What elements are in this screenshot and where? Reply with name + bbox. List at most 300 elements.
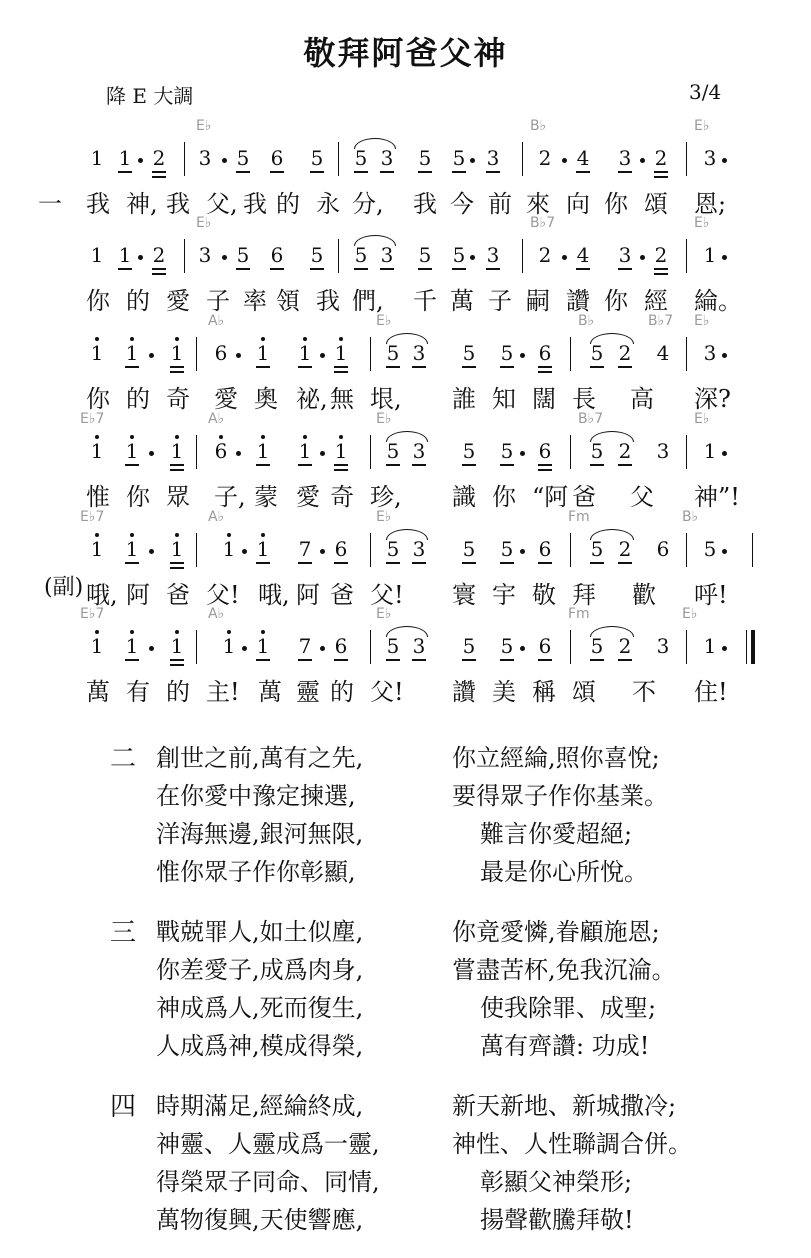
note bbox=[380, 243, 394, 267]
note bbox=[538, 634, 552, 658]
note-digit: 3 bbox=[703, 146, 717, 170]
lyric-syllable: “阿 bbox=[532, 483, 569, 511]
lyric-syllable: 父! bbox=[370, 678, 404, 706]
chord-symbol: E♭ bbox=[694, 215, 710, 231]
lyric-syllable: 高 bbox=[630, 385, 654, 413]
note bbox=[412, 341, 426, 365]
bar-line bbox=[686, 239, 687, 273]
note bbox=[462, 341, 476, 365]
duration-dot bbox=[722, 255, 727, 260]
duration-dot bbox=[242, 646, 247, 651]
duration-dot bbox=[222, 158, 227, 163]
duration-dot bbox=[320, 353, 325, 358]
note-digit: 5 bbox=[500, 439, 514, 463]
lyric-syllable: 你 bbox=[126, 483, 150, 511]
underline bbox=[412, 464, 426, 466]
note bbox=[500, 537, 514, 561]
underline bbox=[538, 464, 552, 466]
underline bbox=[386, 562, 400, 564]
note-digit: 1 bbox=[170, 341, 184, 365]
underline bbox=[170, 469, 184, 471]
duration-dot bbox=[520, 549, 525, 554]
chord-symbol: B♭ bbox=[530, 118, 547, 134]
chord-symbol: B♭ bbox=[578, 313, 595, 329]
octave-dot bbox=[339, 435, 343, 439]
underline bbox=[170, 464, 184, 466]
note bbox=[386, 439, 400, 463]
note bbox=[412, 537, 426, 561]
note bbox=[334, 634, 348, 658]
bar-line bbox=[686, 533, 687, 567]
lyric-syllable: 父, bbox=[206, 190, 238, 218]
note bbox=[618, 146, 632, 170]
note-digit: 3 bbox=[412, 537, 426, 561]
duration-dot bbox=[640, 158, 645, 163]
duration-dot bbox=[138, 255, 143, 260]
lyric-syllable: 子 bbox=[206, 287, 230, 315]
note-digit: 3 bbox=[656, 634, 670, 658]
lyric-syllable: 不 bbox=[632, 678, 656, 706]
note-digit: 3 bbox=[618, 146, 632, 170]
octave-dot bbox=[95, 337, 99, 341]
bar-line bbox=[370, 630, 371, 664]
underline bbox=[256, 366, 270, 368]
note-digit: 5 bbox=[462, 537, 476, 561]
duration-dot bbox=[320, 451, 325, 456]
lyric-syllable: 恩; bbox=[694, 190, 727, 218]
lyric-syllable: 住! bbox=[694, 678, 728, 706]
note-digit: 2 bbox=[618, 537, 632, 561]
octave-dot bbox=[175, 435, 179, 439]
underline bbox=[500, 366, 514, 368]
lyric-syllable: 今 bbox=[450, 190, 474, 218]
bar-line bbox=[686, 142, 687, 176]
lyric-syllable: 惟 bbox=[86, 483, 110, 511]
chord-symbol: E♭ bbox=[196, 215, 212, 231]
octave-dot bbox=[261, 533, 265, 537]
note-digit: 1 bbox=[90, 537, 104, 561]
lyric-syllable: 神, bbox=[126, 190, 158, 218]
note-digit: 3 bbox=[656, 439, 670, 463]
lyric-syllable: 子, bbox=[214, 483, 246, 511]
lyric-syllable: 珍, bbox=[370, 483, 402, 511]
octave-dot bbox=[175, 533, 179, 537]
slur bbox=[386, 529, 428, 540]
underline bbox=[270, 171, 284, 173]
underline bbox=[538, 366, 552, 368]
note-digit: 1 bbox=[703, 243, 717, 267]
chord-symbol: A♭ bbox=[208, 411, 225, 427]
verse-line-left: 得榮眾子同命、同情, bbox=[156, 1168, 380, 1196]
lyric-syllable: 萬 bbox=[258, 678, 282, 706]
hymn-title: 敬拜阿爸父神 bbox=[303, 34, 508, 72]
note-digit: 2 bbox=[538, 146, 552, 170]
note-digit: 5 bbox=[386, 537, 400, 561]
lyric-syllable: 稱 bbox=[532, 678, 556, 706]
duration-dot bbox=[640, 255, 645, 260]
lyric-syllable: 的 bbox=[166, 678, 190, 706]
bar-line bbox=[686, 337, 687, 371]
note-digit: 6 bbox=[270, 146, 284, 170]
duration-dot bbox=[242, 549, 247, 554]
underline bbox=[462, 562, 476, 564]
note-digit: 2 bbox=[152, 243, 166, 267]
lyric-syllable: 率 bbox=[243, 287, 267, 315]
note bbox=[298, 537, 312, 561]
verse-number: 三 bbox=[110, 918, 137, 948]
octave-dot bbox=[303, 435, 307, 439]
lyric-syllable: 永 bbox=[316, 190, 340, 218]
verse-line-right: 嘗盡苦杯,免我沉淪。 bbox=[452, 956, 676, 984]
note bbox=[654, 243, 668, 267]
lyric-syllable: 頌 bbox=[572, 678, 596, 706]
verse-number: 四 bbox=[110, 1092, 137, 1122]
underline bbox=[354, 268, 368, 270]
lyric-syllable: 萬 bbox=[86, 678, 110, 706]
underline bbox=[170, 366, 184, 368]
lyric-syllable: 我 bbox=[86, 190, 110, 218]
duration-dot bbox=[236, 353, 241, 358]
note bbox=[656, 439, 670, 463]
note bbox=[703, 243, 717, 267]
chord-symbol: E♭ bbox=[376, 313, 392, 329]
underline bbox=[125, 464, 139, 466]
underline bbox=[452, 171, 466, 173]
lyric-syllable: 宇 bbox=[492, 581, 516, 609]
note-digit: 6 bbox=[538, 634, 552, 658]
note bbox=[256, 439, 270, 463]
octave-dot bbox=[130, 435, 134, 439]
chord-symbol: B♭7 bbox=[648, 313, 674, 329]
lyric-syllable: 讚 bbox=[566, 287, 590, 315]
note-digit: 1 bbox=[90, 243, 104, 267]
underline bbox=[618, 268, 632, 270]
bar-line bbox=[752, 533, 753, 567]
note bbox=[656, 537, 670, 561]
lyric-syllable: 無 bbox=[330, 385, 354, 413]
underline bbox=[270, 268, 284, 270]
lyric-syllable: 呼! bbox=[694, 581, 728, 609]
note bbox=[170, 634, 184, 658]
note bbox=[590, 537, 604, 561]
underline bbox=[334, 469, 348, 471]
note-digit: 5 bbox=[310, 146, 324, 170]
verse-line-right: 你立經綸,照你喜悅; bbox=[452, 744, 660, 772]
note bbox=[222, 537, 236, 561]
note-digit: 3 bbox=[412, 439, 426, 463]
note-digit: 6 bbox=[538, 341, 552, 365]
underline bbox=[236, 171, 250, 173]
underline bbox=[418, 171, 432, 173]
lyric-syllable: 頌 bbox=[644, 190, 668, 218]
underline bbox=[386, 366, 400, 368]
lyric-syllable: 誰 bbox=[452, 385, 476, 413]
duration-dot bbox=[520, 353, 525, 358]
underline bbox=[618, 171, 632, 173]
underline bbox=[256, 562, 270, 564]
underline bbox=[462, 464, 476, 466]
duration-dot bbox=[520, 646, 525, 651]
bar-line bbox=[196, 533, 197, 567]
duration-dot bbox=[722, 549, 727, 554]
lyric-syllable: 識 bbox=[452, 483, 476, 511]
lyric-syllable: 愛 bbox=[166, 287, 190, 315]
verse-line-left: 神成爲人,死而復生, bbox=[156, 994, 364, 1022]
underline bbox=[618, 366, 632, 368]
slur bbox=[354, 235, 396, 246]
note bbox=[298, 341, 312, 365]
lyric-syllable: 的 bbox=[126, 287, 150, 315]
note bbox=[656, 634, 670, 658]
lyric-syllable: 奧 bbox=[254, 385, 278, 413]
duration-dot bbox=[149, 353, 154, 358]
note-digit: 3 bbox=[412, 634, 426, 658]
final-bar-line bbox=[751, 630, 755, 664]
duration-dot bbox=[722, 646, 727, 651]
slur bbox=[386, 431, 428, 442]
note bbox=[334, 341, 348, 365]
note-digit: 1 bbox=[125, 439, 139, 463]
underline bbox=[412, 366, 426, 368]
verse-line-right: 最是你心所悅。 bbox=[480, 858, 648, 886]
lyric-syllable: 寰 bbox=[452, 581, 476, 609]
lyric-syllable: 爸 bbox=[572, 483, 596, 511]
underline bbox=[386, 464, 400, 466]
note-digit: 1 bbox=[125, 537, 139, 561]
note bbox=[386, 634, 400, 658]
note bbox=[656, 341, 670, 365]
duration-dot bbox=[149, 646, 154, 651]
note bbox=[354, 243, 368, 267]
verse-line-right: 揚聲歡騰拜敬! bbox=[480, 1206, 634, 1234]
lyric-syllable: 我 bbox=[413, 190, 437, 218]
underline bbox=[418, 268, 432, 270]
verse-line-left: 神靈、人靈成爲一靈, bbox=[156, 1130, 380, 1158]
note bbox=[298, 439, 312, 463]
lyric-syllable: 你 bbox=[86, 385, 110, 413]
note bbox=[125, 634, 139, 658]
note bbox=[90, 146, 104, 170]
note bbox=[118, 243, 132, 267]
underline bbox=[125, 562, 139, 564]
underline bbox=[334, 366, 348, 368]
note bbox=[576, 243, 590, 267]
verse-line-right: 要得眾子作你基業。 bbox=[452, 782, 668, 810]
note bbox=[703, 537, 717, 561]
note-digit: 3 bbox=[618, 243, 632, 267]
lyric-syllable: 領 bbox=[276, 287, 300, 315]
chord-symbol: B♭7 bbox=[578, 411, 604, 427]
slur bbox=[386, 333, 428, 344]
note-digit: 5 bbox=[452, 243, 466, 267]
duration-dot bbox=[236, 451, 241, 456]
time-signature: 3/4 bbox=[689, 80, 722, 104]
duration-dot bbox=[470, 158, 475, 163]
underline bbox=[310, 171, 324, 173]
lyric-syllable: 分, bbox=[352, 190, 384, 218]
lyric-syllable: 愛 bbox=[214, 385, 238, 413]
note-digit: 7 bbox=[298, 537, 312, 561]
lyric-syllable: 父! bbox=[206, 581, 240, 609]
underline bbox=[298, 366, 312, 368]
lyric-syllable: 經 bbox=[644, 287, 668, 315]
note bbox=[236, 243, 250, 267]
note bbox=[538, 243, 552, 267]
underline bbox=[654, 171, 668, 173]
lyric-syllable: 我 bbox=[166, 190, 190, 218]
note-digit: 5 bbox=[418, 146, 432, 170]
underline bbox=[486, 171, 500, 173]
note bbox=[538, 146, 552, 170]
octave-dot bbox=[261, 435, 265, 439]
note bbox=[590, 341, 604, 365]
note-digit: 6 bbox=[334, 634, 348, 658]
underline bbox=[412, 562, 426, 564]
note bbox=[703, 146, 717, 170]
note bbox=[310, 243, 324, 267]
underline bbox=[462, 366, 476, 368]
note-digit: 1 bbox=[703, 634, 717, 658]
note bbox=[418, 243, 432, 267]
lyric-syllable: 垠, bbox=[370, 385, 402, 413]
lyric-syllable: 美 bbox=[492, 678, 516, 706]
note bbox=[214, 341, 228, 365]
note bbox=[270, 243, 284, 267]
underline bbox=[654, 268, 668, 270]
underline bbox=[334, 562, 348, 564]
note bbox=[298, 634, 312, 658]
note-digit: 1 bbox=[90, 634, 104, 658]
note-digit: 2 bbox=[538, 243, 552, 267]
underline bbox=[380, 171, 394, 173]
note bbox=[703, 341, 717, 365]
note bbox=[152, 146, 166, 170]
lyric-syllable: 闊 bbox=[532, 385, 556, 413]
lyric-syllable: 眾 bbox=[166, 483, 190, 511]
note bbox=[170, 341, 184, 365]
lyric-syllable: 前 bbox=[488, 190, 512, 218]
note bbox=[703, 634, 717, 658]
lyric-syllable: 千 bbox=[413, 287, 437, 315]
lyric-syllable: 阿 bbox=[296, 581, 320, 609]
note bbox=[125, 537, 139, 561]
underline bbox=[152, 268, 166, 270]
duration-dot bbox=[320, 549, 325, 554]
lyric-syllable: 來 bbox=[526, 190, 550, 218]
slur bbox=[590, 626, 634, 637]
underline bbox=[500, 562, 514, 564]
octave-dot bbox=[95, 435, 99, 439]
lyric-syllable: 們, bbox=[352, 287, 384, 315]
verse-line-left: 在你愛中豫定揀選, bbox=[156, 782, 356, 810]
note-digit: 6 bbox=[538, 439, 552, 463]
bar-line bbox=[196, 630, 197, 664]
verse-line-right: 新天新地、新城撒冷; bbox=[452, 1092, 677, 1120]
chord-symbol: E♭ bbox=[376, 411, 392, 427]
note bbox=[590, 634, 604, 658]
note-digit: 1 bbox=[334, 341, 348, 365]
underline bbox=[310, 268, 324, 270]
bar-line bbox=[522, 142, 523, 176]
note-digit: 1 bbox=[222, 634, 236, 658]
slur bbox=[590, 333, 634, 344]
underline bbox=[170, 562, 184, 564]
note bbox=[90, 439, 104, 463]
lyric-syllable: 靈 bbox=[296, 678, 320, 706]
underline bbox=[118, 268, 132, 270]
underline bbox=[380, 268, 394, 270]
duration-dot bbox=[470, 255, 475, 260]
verse-line-left: 人成爲神,模成得榮, bbox=[156, 1032, 364, 1060]
note-digit: 5 bbox=[354, 146, 368, 170]
underline bbox=[452, 268, 466, 270]
lyric-syllable: 祕, bbox=[296, 385, 328, 413]
note bbox=[486, 243, 500, 267]
note bbox=[256, 634, 270, 658]
lyric-syllable: 愛 bbox=[296, 483, 320, 511]
note-digit: 6 bbox=[656, 537, 670, 561]
note bbox=[334, 537, 348, 561]
note-digit: 2 bbox=[618, 439, 632, 463]
underline bbox=[334, 371, 348, 373]
slur bbox=[590, 431, 634, 442]
octave-dot bbox=[175, 337, 179, 341]
chord-symbol: Fm bbox=[568, 509, 590, 525]
underline bbox=[236, 268, 250, 270]
note-digit: 1 bbox=[125, 634, 139, 658]
lyric-syllable: 嗣 bbox=[526, 287, 550, 315]
duration-dot bbox=[722, 353, 727, 358]
chord-symbol: Fm bbox=[568, 606, 590, 622]
bar-line bbox=[196, 337, 197, 371]
note bbox=[170, 439, 184, 463]
note-digit: 5 bbox=[500, 634, 514, 658]
lyric-syllable: 綸。 bbox=[694, 287, 742, 315]
note bbox=[462, 634, 476, 658]
note-digit: 1 bbox=[256, 634, 270, 658]
underline bbox=[590, 464, 604, 466]
note-digit: 2 bbox=[618, 634, 632, 658]
note bbox=[538, 439, 552, 463]
underline bbox=[486, 268, 500, 270]
underline bbox=[654, 176, 668, 178]
octave-dot bbox=[227, 630, 231, 634]
octave-dot bbox=[130, 533, 134, 537]
lyric-syllable: 神”! bbox=[694, 483, 740, 511]
octave-dot bbox=[227, 533, 231, 537]
note bbox=[90, 341, 104, 365]
bar-line bbox=[338, 142, 339, 176]
note bbox=[418, 146, 432, 170]
underline bbox=[618, 464, 632, 466]
octave-dot bbox=[303, 337, 307, 341]
underline bbox=[538, 562, 552, 564]
duration-dot bbox=[562, 255, 567, 260]
chord-symbol: B♭ bbox=[682, 509, 699, 525]
chord-symbol: E♭ bbox=[376, 509, 392, 525]
lyric-syllable: 阿 bbox=[126, 581, 150, 609]
lyric-syllable: 蒙 bbox=[254, 483, 278, 511]
octave-dot bbox=[95, 630, 99, 634]
chord-symbol: E♭ bbox=[694, 118, 710, 134]
lyric-syllable: 父! bbox=[370, 581, 404, 609]
slur bbox=[386, 626, 428, 637]
duration-dot bbox=[722, 451, 727, 456]
verse-line-left: 戰兢罪人,如土似塵, bbox=[156, 918, 364, 946]
note-digit: 5 bbox=[386, 439, 400, 463]
underline bbox=[618, 659, 632, 661]
octave-dot bbox=[95, 533, 99, 537]
